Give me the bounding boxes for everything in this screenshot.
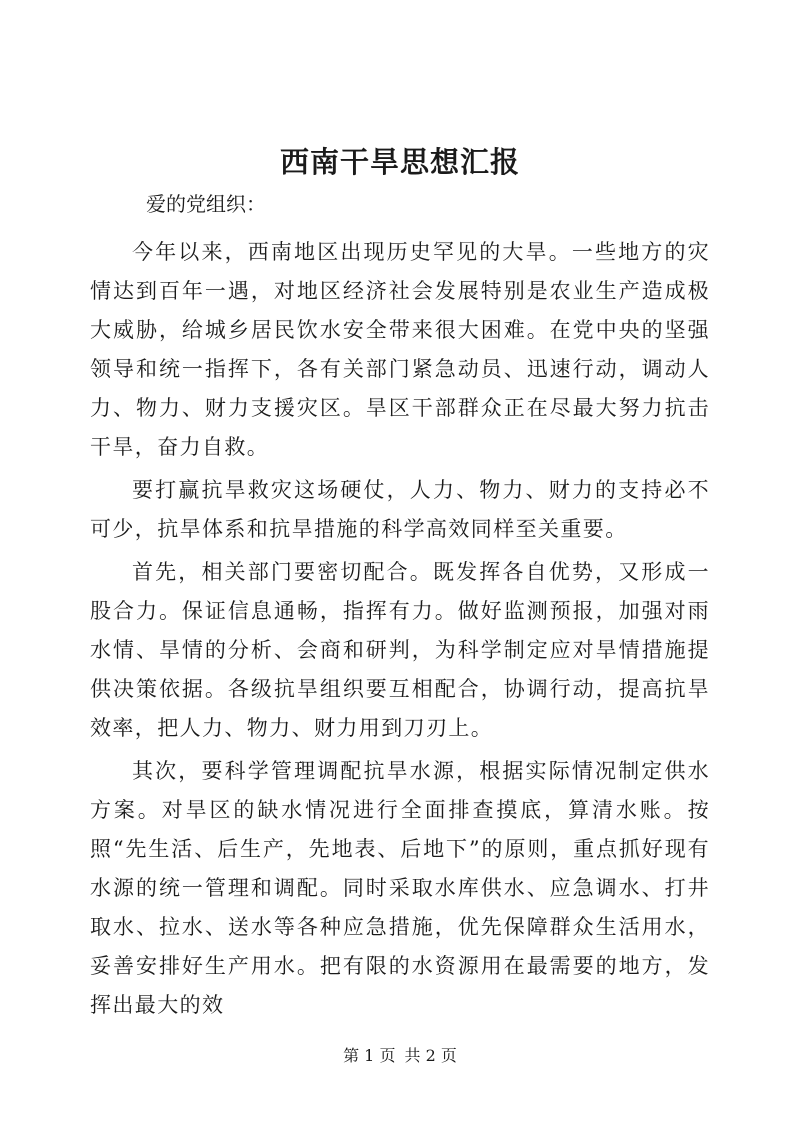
paragraph-2: 要打赢抗旱救灾这场硬仗，人力、物力、财力的支持必不可少，抗旱体系和抗旱措施的科学高效同样至关重要。 (90, 478, 710, 541)
document-body (90, 183, 710, 1025)
paragraph-1: 今年以来，西南地区出现历史罕见的大旱。一些地方的灾情达到百年一遇，对地区经济社会发展特别是农业生产造成极大威胁，给城乡居民饮水安全带来很大困难。在党中央的坚强领导和统一指挥下，各有关部门紧急动员、迅速行动，调动人力、物力、财力支援灾区。旱区干部群众正在尽最大努力抗击干旱，奋力自救。 (90, 240, 710, 459)
page-title: 西南干旱思想汇报 (279, 145, 520, 179)
paragraph-3: 首先，相关部门要密切配合。既发挥各自优势，又形成一股合力。保证信息通畅，指挥有力。做好监测预报，加强对雨水情、旱情的分析、会商和研判，为科学制定应对旱情措施提供决策依据。各级抗旱组织要互相配合，协调行动，提高抗旱效率，把人力、物力、财力用到刀刃上。 (90, 560, 710, 740)
paragraph-4: 其次，要科学管理调配抗旱水源，根据实际情况制定供水方案。对旱区的缺水情况进行全面排查摸底，算清水账。按照“先生活、后生产，先地表、后地下”的原则，重点抓好现有水源的统一管理和调配。同时采取水库供水、应急调水、打井取水、拉水、送水等各种应急措施，优先保障群众生活用水，妥善安排好生产用水。把有限的水资源用在最需要的地方，发挥出最大的效 (90, 759, 710, 1017)
salutation: 爱的党组织： (146, 192, 266, 216)
page-total: 共 2 页 (404, 1046, 457, 1065)
page-number: 第 1 页 (343, 1046, 396, 1065)
page-footer (0, 1043, 800, 1066)
